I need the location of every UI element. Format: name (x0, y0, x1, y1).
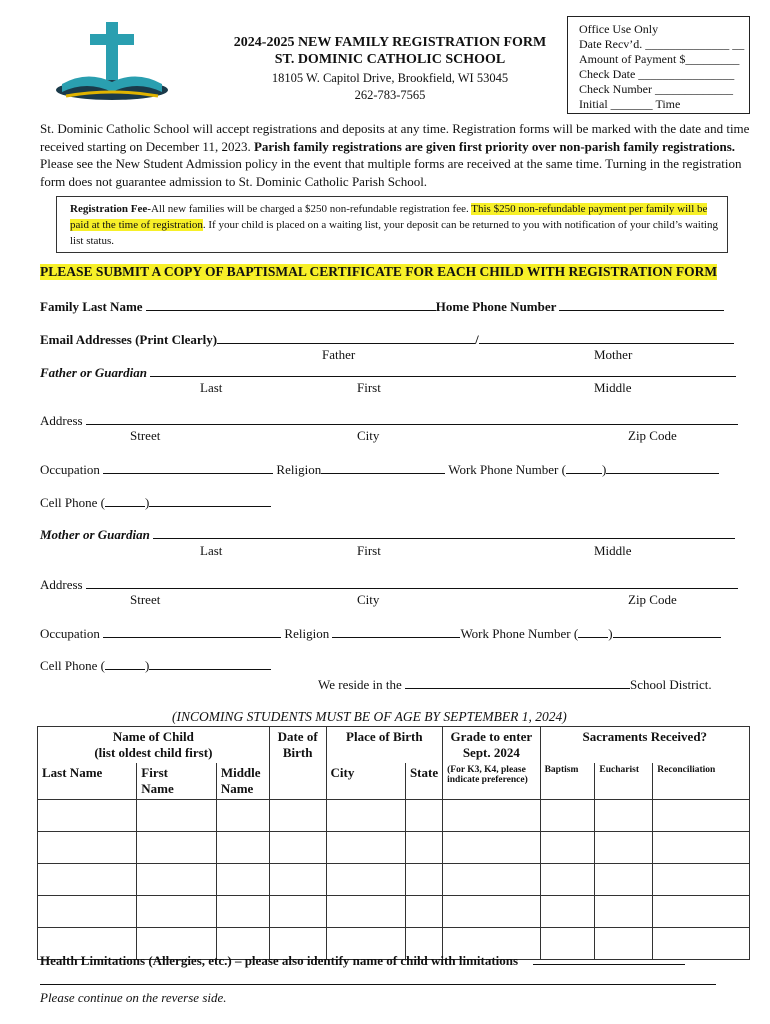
office-initial-line[interactable]: Initial _______ Time (579, 97, 681, 111)
mother-cell-area-field[interactable] (105, 657, 145, 670)
school-phone: 262-783-7565 (354, 88, 426, 102)
name-of-child-header (38, 727, 270, 764)
mother-work-phone-label: Work Phone Number (460, 626, 571, 641)
office-check-number-line[interactable]: Check Number _____________ (579, 82, 733, 96)
grade-header (443, 727, 540, 764)
state-header: State (405, 763, 442, 800)
health-field-2[interactable] (40, 984, 716, 985)
table-row[interactable] (38, 864, 750, 896)
registration-fee-box (56, 196, 728, 253)
footer-note: Please continue on the reverse side. (40, 990, 227, 1005)
mother-guardian-label: Mother or Guardian (40, 527, 150, 542)
fee-highlight: This $250 non-refundable payment per family will be paid at the time of registration (70, 203, 708, 231)
students-table (37, 726, 750, 960)
home-phone-field[interactable] (559, 298, 724, 311)
family-last-name-label: Family Last Name (40, 299, 143, 314)
middle-name-header (216, 763, 269, 800)
father-email-field[interactable] (217, 331, 475, 344)
mother-address-row (40, 576, 738, 593)
mother-email-field[interactable] (479, 331, 734, 344)
reside-label: We reside in the (318, 677, 402, 692)
father-last-caption: Last (200, 380, 223, 395)
father-zip-caption: Zip Code (628, 428, 677, 443)
city-header: City (326, 763, 405, 800)
mother-occupation-row: Occupation Religion Work Phone Number ( ) (40, 625, 721, 642)
table-row[interactable] (38, 800, 750, 832)
pob-header: Place of Birth (326, 727, 443, 764)
baptism-notice: PLEASE SUBMIT A COPY OF BAPTISMAL CERTIFICATE FOR EACH CHILD WITH REGISTRATION FORM (40, 264, 718, 279)
title-line-2: ST. DOMINIC CATHOLIC SCHOOL (274, 52, 506, 67)
grade-label-2: Sept. 2024 (462, 745, 520, 760)
school-logo (52, 18, 172, 108)
father-middle-caption: Middle (594, 380, 632, 395)
first-label-2: Name (141, 781, 174, 796)
home-phone-label: Home Phone Number (435, 299, 557, 314)
intro-text-2: Please see the New Student Admission policy in the event that multiple forms are received at the same time. Turning in the registration form does not guarantee admission to St. Dominic Catholic Parish School. (40, 156, 742, 189)
office-amount-line[interactable]: Amount of Payment $_________ (579, 52, 740, 66)
first-name-header (137, 763, 217, 800)
father-occupation-label: Occupation (40, 462, 100, 477)
school-contact (200, 70, 580, 104)
mother-middle-caption: Middle (594, 543, 632, 558)
age-note: (INCOMING STUDENTS MUST BE OF AGE BY SEPTEMBER 1, 2024) (172, 709, 567, 724)
mother-address-label: Address (40, 577, 83, 592)
mother-city-caption: City (357, 592, 380, 607)
father-religion-label: Religion (276, 462, 322, 477)
table-row[interactable] (38, 896, 750, 928)
father-cell-area-field[interactable] (105, 494, 145, 507)
father-work-phone-label: Work Phone Number (448, 462, 559, 477)
mother-work-phone-field[interactable] (613, 625, 721, 638)
mother-caption: Mother (594, 347, 633, 362)
mother-cell-field[interactable] (149, 657, 271, 670)
last-name-header: Last Name (38, 763, 137, 800)
baptism-header: Baptism (540, 763, 595, 800)
logo-cross-vertical (106, 22, 118, 80)
father-work-phone-field[interactable] (606, 461, 719, 474)
grade-label-1: Grade to enter (450, 729, 533, 744)
dob-header (269, 727, 326, 800)
office-use-box (567, 16, 750, 114)
title-line-1: 2024-2025 NEW FAMILY REGISTRATION FORM (233, 35, 547, 50)
father-cell-field[interactable] (149, 494, 271, 507)
table-header-row-2 (38, 763, 750, 800)
father-occupation-field[interactable] (103, 461, 273, 474)
office-use-title: Office Use Only (579, 22, 659, 36)
mother-address-field[interactable] (86, 576, 738, 589)
father-street-caption: Street (130, 428, 161, 443)
father-address-row (40, 412, 738, 429)
table-row[interactable] (38, 832, 750, 864)
mother-religion-field[interactable] (332, 625, 460, 638)
father-guardian-row (40, 364, 736, 381)
middle-label-1: Middle (220, 765, 261, 780)
mother-occupation-label: Occupation (40, 626, 100, 641)
father-name-field[interactable] (150, 364, 736, 377)
school-district-row (318, 676, 712, 693)
dob-label-1: Date of (277, 729, 318, 744)
school-district-label: School District. (630, 677, 712, 692)
middle-label-2: Name (220, 781, 254, 796)
mother-religion-label: Religion (284, 626, 330, 641)
intro-bold: Parish family registrations are given first priority over non-parish family registrations. (253, 138, 736, 154)
sacraments-header: Sacraments Received? (540, 727, 749, 764)
oldest-first-label: (list oldest child first) (94, 745, 213, 760)
fee-label: Registration Fee- (70, 203, 151, 215)
office-check-date-line[interactable]: Check Date ________________ (579, 67, 735, 81)
mother-first-caption: First (357, 543, 381, 558)
mother-last-caption: Last (200, 543, 223, 558)
mother-name-field[interactable] (153, 526, 735, 539)
form-title (200, 34, 580, 68)
fee-text-1: All new families will be charged a $250 non-refundable registration fee. (150, 203, 472, 215)
mother-guardian-row (40, 526, 735, 543)
school-district-field[interactable] (405, 676, 630, 689)
father-occupation-row: Occupation Religion Work Phone Number ( ) (40, 461, 719, 478)
father-city-caption: City (357, 428, 380, 443)
school-address: 18105 W. Capitol Drive, Brookfield, WI 53045 (271, 71, 509, 85)
father-work-area-field[interactable] (566, 461, 602, 474)
mother-work-area-field[interactable] (578, 625, 608, 638)
first-label-1: First (141, 765, 168, 780)
dob-label-2: Birth (282, 745, 313, 760)
intro-text-1: St. Dominic Catholic School will accept registrations and deposits at any time. Registration forms will be marked with the date and time received starting on December 11, 2023. (40, 121, 750, 154)
fee-text-2: . If your child is placed on a waiting list, your deposit can be returned to you with notification of your child’s waiting list status. (70, 219, 718, 247)
name-of-child-label: Name of Child (112, 729, 194, 744)
mother-occupation-field[interactable] (103, 625, 281, 638)
table-header-row-1 (38, 727, 750, 764)
father-address-field[interactable] (86, 412, 738, 425)
family-name-row (40, 298, 724, 315)
father-address-label: Address (40, 413, 83, 428)
office-date-line[interactable]: Date Recv’d. ______________ __ (579, 37, 745, 51)
health-field-1[interactable] (533, 952, 685, 965)
mother-street-caption: Street (130, 592, 161, 607)
grade-note: (For K3, K4, please indicate preference) (443, 763, 540, 800)
mother-zip-caption: Zip Code (628, 592, 677, 607)
father-cell-row: Cell Phone ( ) (40, 494, 271, 511)
logo-cross-horizontal (90, 34, 134, 45)
mother-cell-label: Cell Phone (40, 658, 98, 673)
father-first-caption: First (357, 380, 381, 395)
health-label: Health Limitations (Allergies, etc.) – please also identify name of child with limitations (40, 953, 519, 968)
family-last-name-field[interactable] (146, 298, 436, 311)
father-guardian-label: Father or Guardian (40, 365, 147, 380)
email-row: Email Addresses (Print Clearly) / (40, 331, 734, 348)
eucharist-header: Eucharist (595, 763, 653, 800)
health-row (40, 952, 685, 969)
intro-paragraph (40, 120, 750, 190)
mother-cell-row: Cell Phone ( ) (40, 657, 271, 674)
father-cell-label: Cell Phone (40, 495, 98, 510)
father-caption: Father (322, 347, 356, 362)
father-religion-field[interactable] (321, 461, 445, 474)
reconciliation-header: Reconciliation (653, 763, 750, 800)
email-label: Email Addresses (Print Clearly) (40, 332, 218, 347)
